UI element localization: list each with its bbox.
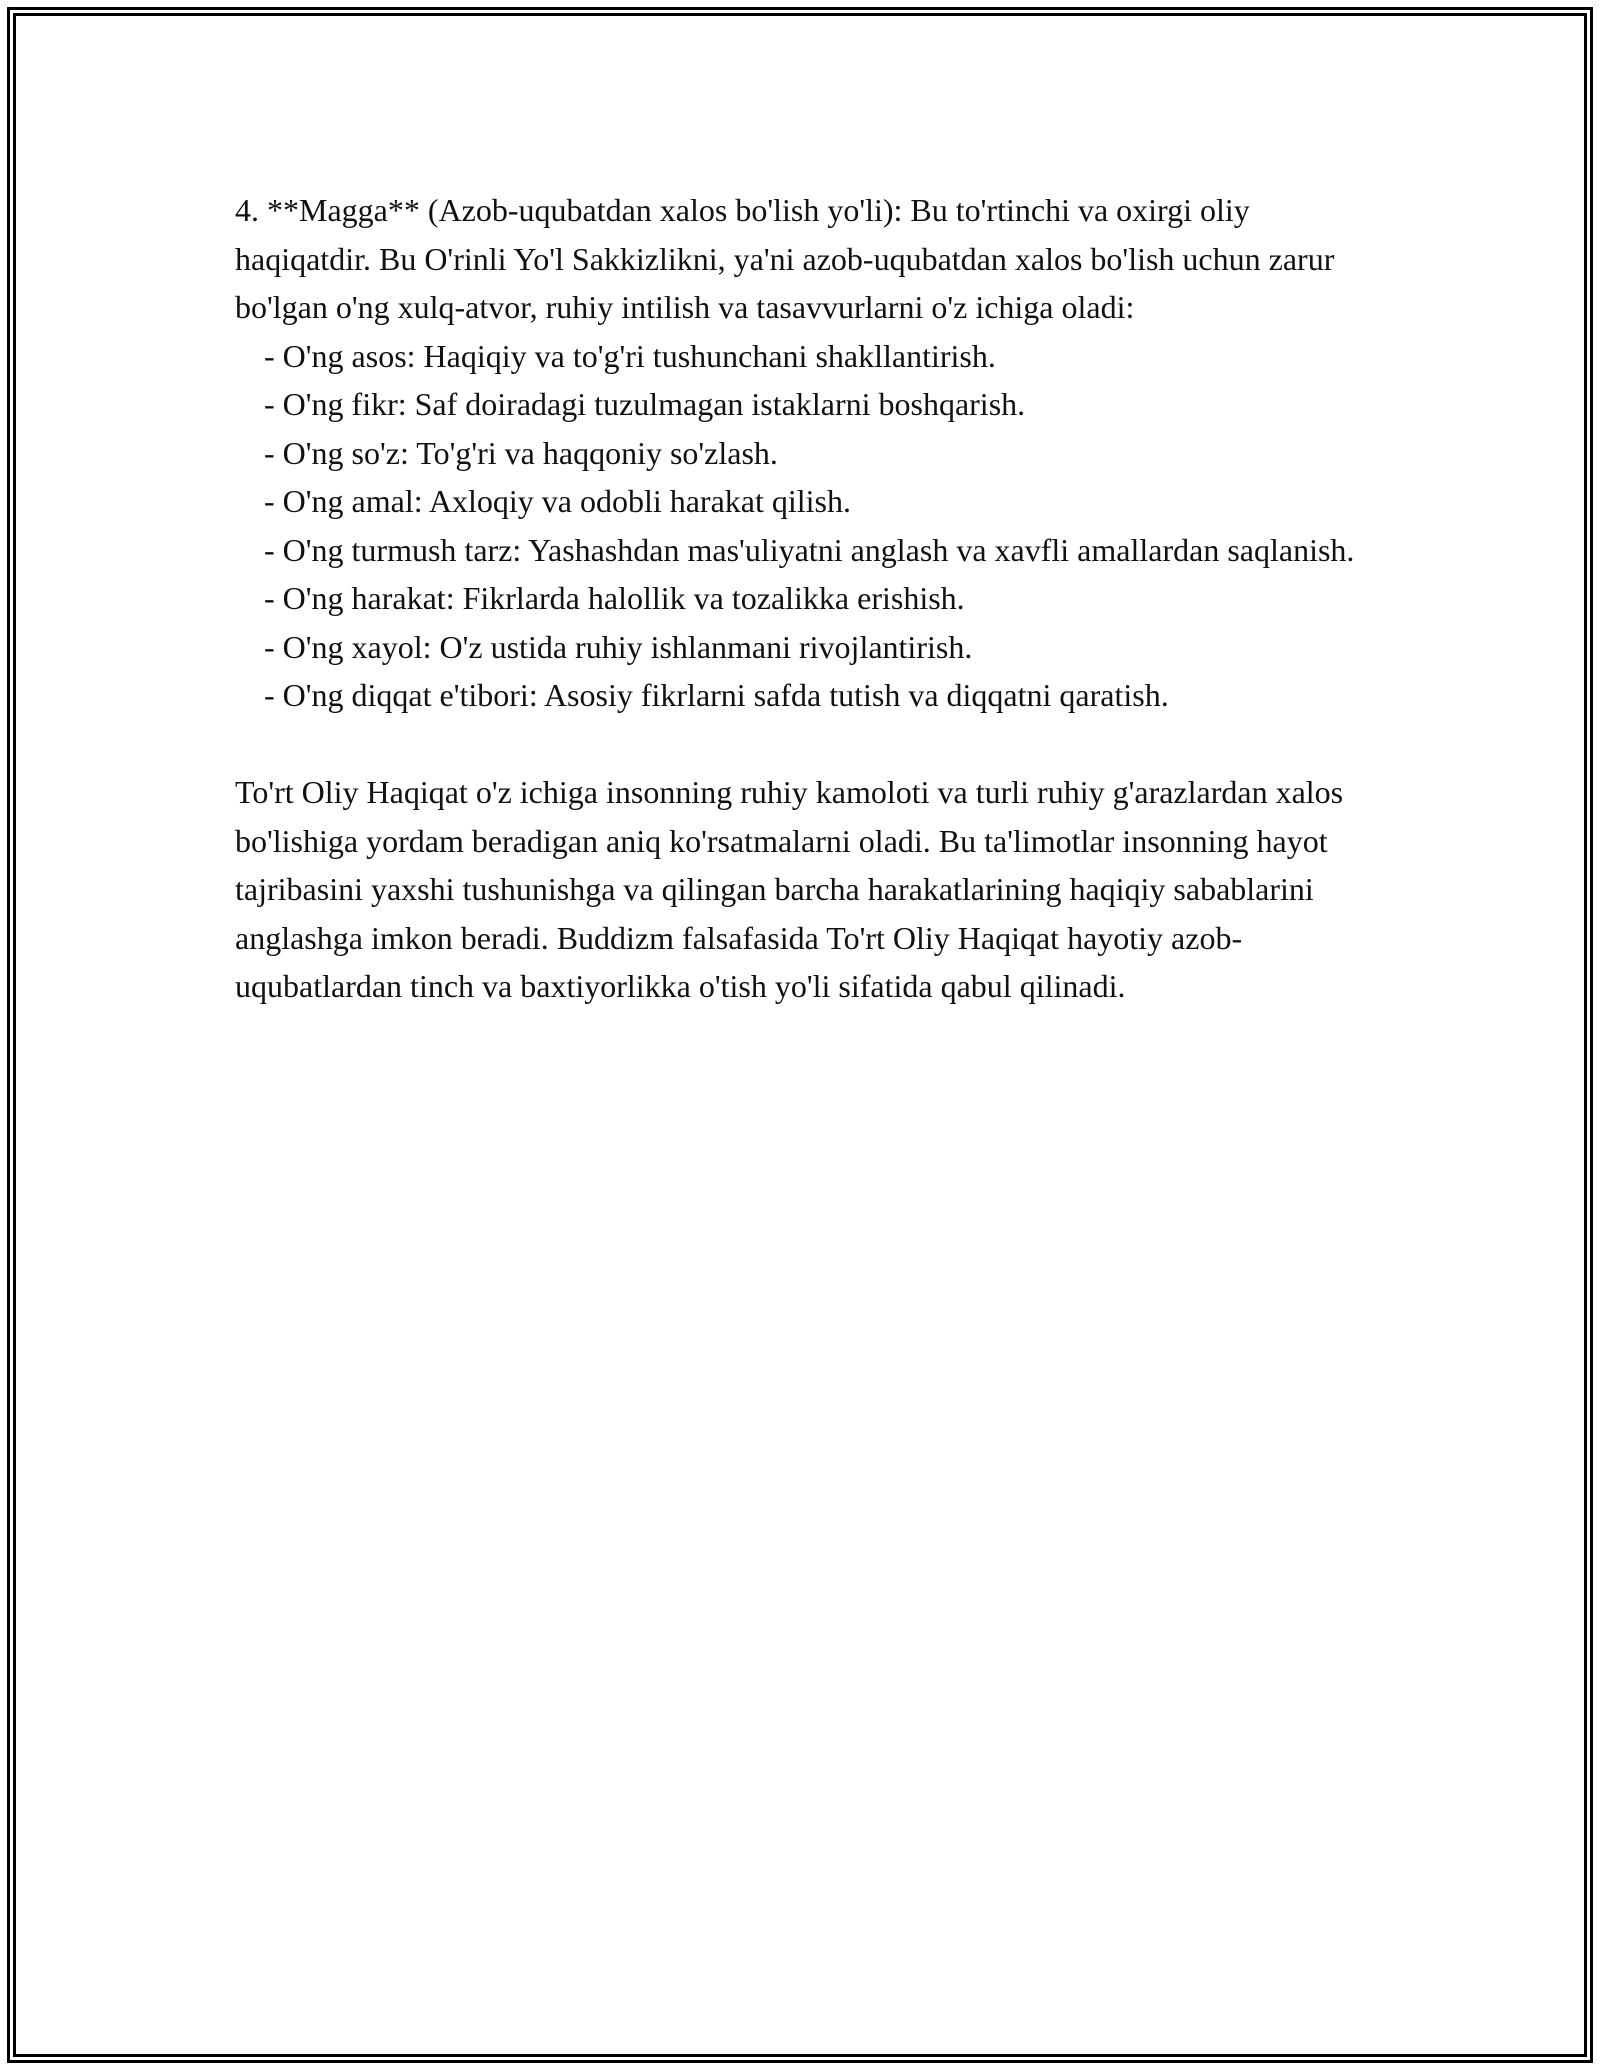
list-item: - O'ng xayol: O'z ustida ruhiy ishlanmani rivojlantirish.	[264, 628, 973, 665]
list-item: - O'ng harakat: Fikrlarda halollik va tozalikka erishish.	[264, 580, 965, 616]
list-item: - O'ng diqqat e'tibori: Asosiy fikrlarni safda tutish va diqqatni qaratish.	[264, 677, 1169, 713]
eightfold-path-list	[235, 332, 1375, 720]
list-item: - O'ng so'z: To'g'ri va haqqoniy so'zlash.	[264, 434, 778, 471]
document-body	[235, 186, 1375, 1011]
list-item: - O'ng asos: Haqiqiy va to'g'ri tushunchani shakllantirish.	[264, 337, 996, 374]
paragraph-conclusion: To'rt Oliy Haqiqat o'z ichiga insonning ruhiy kamoloti va turli ruhiy g'arazlardan xalos bo'lishiga yordam beradigan aniq ko'rsatmalarni oladi. Bu ta'limotlar insonning hayot tajribasini yaxshi tushunishga va qilingan barcha harakatlarining haqiqiy sabablarini anglashga imkon beradi. Buddizm falsafasida To'rt Oliy Haqiqat hayotiy azob-uqubatlardan tinch va baxtiyorlikka o'tish yo'li sifatida qabul qilinadi.	[235, 774, 1344, 1004]
paragraph-spacer	[235, 720, 1375, 769]
list-item: - O'ng fikr: Saf doiradagi tuzulmagan istaklarni boshqarish.	[264, 386, 1026, 422]
paragraph-magga-intro: 4. **Magga** (Azob-uqubatdan xalos bo'lish yo'li): Bu to'rtinchi va oxirgi oliy haqiqatdir. Bu O'rinli Yo'l Sakkizlikni, ya'ni azob-uqubatdan xalos bo'lish uchun zarur bo'lgan o'ng xulq-atvor, ruhiy intilish va tasavvurlarni o'z ichiga oladi:	[235, 192, 1335, 325]
list-item: - O'ng amal: Axloqiy va odobli harakat qilish.	[264, 483, 851, 519]
list-item: - O'ng turmush tarz: Yashashdan mas'uliyatni anglash va xavfli amallardan saqlanish.	[264, 531, 1355, 568]
